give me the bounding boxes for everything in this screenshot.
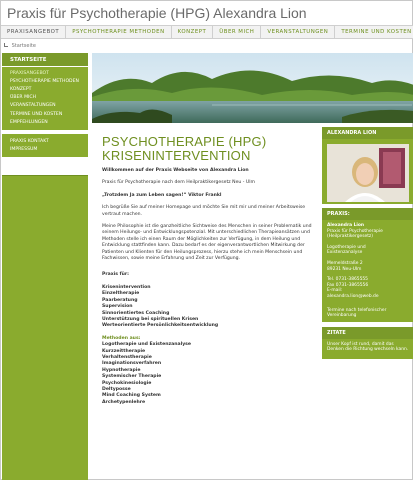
contact-email-label: E-mail: (327, 288, 343, 294)
right-column (322, 127, 413, 480)
list-item: Archetypenlehre (102, 399, 146, 405)
contact-city: 89231 Neu-Ulm (327, 266, 362, 272)
nav-konzept[interactable]: KONZEPT (172, 26, 214, 38)
list-item: Einzeltherapie (102, 291, 140, 297)
list-item: Unterstützung bei spirituellen Krisen (102, 316, 199, 322)
page-title-line1: PSYCHOTHERAPIE (HPG) (102, 134, 267, 149)
zitat-text: Unser Kopf ist rund, damit das Denken die Richtung wechseln kann. (327, 341, 409, 353)
nav-praxisangebot[interactable]: PRAXISANGEBOT (1, 26, 66, 38)
about-heading: ALEXANDRA LION (322, 127, 413, 139)
nav-veranstaltungen[interactable]: VERANSTALTUNGEN (261, 26, 335, 38)
praxis-heading: Praxis für: (102, 272, 129, 278)
sidebar-item-veranstaltungen[interactable]: VERANSTALTUNGEN (10, 103, 56, 109)
site-title: Praxis für Psychotherapie (HPG) Alexandra Lion (7, 5, 307, 21)
contact-tel: Tel. 0731-3865555 (327, 277, 368, 283)
sidebar-menu-secondary (2, 134, 88, 156)
contact-line: (Heilpraktikergesetz) (327, 234, 373, 240)
page-title-line2: KRISENINTERVENTION (102, 147, 251, 163)
breadcrumb-startseite[interactable]: Startseite (11, 43, 36, 49)
contact-name: Alexandra Lion (327, 223, 365, 228)
sidebar-background (2, 175, 88, 480)
nav-termine-und-kosten[interactable]: TERMINE UND KOSTEN (335, 26, 413, 38)
list-item: Psychokinesiologie (102, 380, 152, 386)
list-item: Mind Coaching System (102, 393, 161, 399)
main-content (92, 127, 319, 480)
sidebar-item-impressum[interactable]: IMPRESSUM (10, 147, 38, 153)
contact-line: Existenzanalyse (327, 250, 363, 256)
list-item: Kurzzeittherapie (102, 348, 146, 354)
list-item: Logotherapie und Existenzanalyse (102, 342, 192, 348)
praxis-list (92, 285, 319, 330)
methoden-list (92, 342, 319, 406)
sidebar-menu (2, 67, 88, 130)
zitate-heading: ZITATE (322, 327, 413, 339)
nav-ueber-mich[interactable]: ÜBER MICH (213, 26, 261, 38)
header-banner-image (92, 53, 413, 123)
list-item: Systemischer Therapie (102, 374, 162, 380)
contact-note: Termine nach telefonischer Vereinbarung (327, 307, 387, 319)
contact-email-link[interactable]: alexandra.lion@web.de (327, 293, 379, 299)
list-item: Werteorientierte Persönlichkeitsentwicklung (102, 323, 219, 329)
home-arrow-icon (4, 43, 8, 47)
sidebar-item-ueber-mich[interactable]: ÜBER MICH (10, 95, 37, 101)
list-item: Paarberatung (102, 297, 138, 303)
list-item: Krisenintervention (102, 284, 151, 290)
portrait-box (322, 139, 413, 204)
paragraph-2: Meine Philosophie ist die ganzheitliche Sichtweise des Menschen in seiner Problematik und seinem Heilungs- und Entwicklungspotenzial. Mit unterschiedlichen Therapieansätzen und Methoden stelle ich einen Raum der Möglichkeiten zur Verfügung, in dem Heilung und Entwicklung stattfinden kann. Dazu bedarf es der eigenverantwortlichen Mitwirkung der Patienten und Klienten für den Heilungsprozess, hierzu stehe ich mein Menschsein und Fachwissen, sowie meine Erfahrung und Zeit zur Verfügung. (102, 224, 312, 262)
top-navigation (1, 25, 413, 39)
quote-text: „Trotzdem Ja zum Leben sagen!“ Viktor Frankl (102, 192, 222, 198)
sidebar-item-empfehlungen[interactable]: EMPFEHLUNGEN (10, 119, 48, 125)
sidebar-item-konzept[interactable]: KONZEPT (10, 86, 32, 92)
list-item: Sinnorientiertes Coaching (102, 310, 170, 316)
list-item: Hypnotherapie (102, 367, 141, 373)
sidebar (2, 53, 88, 480)
sidebar-item-termine[interactable]: TERMINE UND KOSTEN (10, 111, 63, 117)
methoden-heading: Methoden aus: (102, 335, 141, 341)
zitat-box (322, 339, 413, 359)
contact-street: Memeldstraße 2 (327, 260, 363, 266)
list-item: Supervision (102, 304, 133, 310)
contact-box (322, 220, 413, 322)
praxis-side-heading: PRAXIS: (322, 208, 413, 220)
list-item: Verhaltenstherapie (102, 354, 152, 360)
paragraph-1: Ich begrüße Sie auf meiner Homepage und möchte Sie mit mir und meiner Arbeitsweise vertraut machen. (102, 205, 306, 217)
intro-text: Praxis für Psychotherapie nach dem Heilpraktikergesetz Neu - Ulm (102, 180, 256, 186)
list-item: Imaginationsverfahren (102, 361, 162, 367)
contact-line: Logotherapie und (327, 244, 366, 250)
portrait-photo (327, 144, 409, 202)
list-item: Deltyposse (102, 386, 131, 392)
sidebar-item-methoden[interactable]: PSYCHOTHERAPIE METHODEN (10, 78, 79, 84)
nav-psychotherapie-methoden[interactable]: PSYCHOTHERAPIE METHODEN (66, 26, 171, 38)
contact-line: Praxis für Psychotherapie (327, 228, 383, 234)
sidebar-item-kontakt[interactable]: PRAXIS KONTAKT (10, 138, 49, 144)
welcome-text: Willkommen auf der Praxis Webseite von Alexandra Lion (102, 168, 249, 173)
sidebar-item-praxisangebot[interactable]: PRAXISANGEBOT (10, 70, 49, 76)
contact-fax: Fax 0731-3865556 (327, 282, 369, 288)
breadcrumb (4, 43, 36, 49)
sidebar-heading[interactable]: STARTSEITE (2, 53, 88, 66)
landscape-illustration (92, 53, 413, 123)
